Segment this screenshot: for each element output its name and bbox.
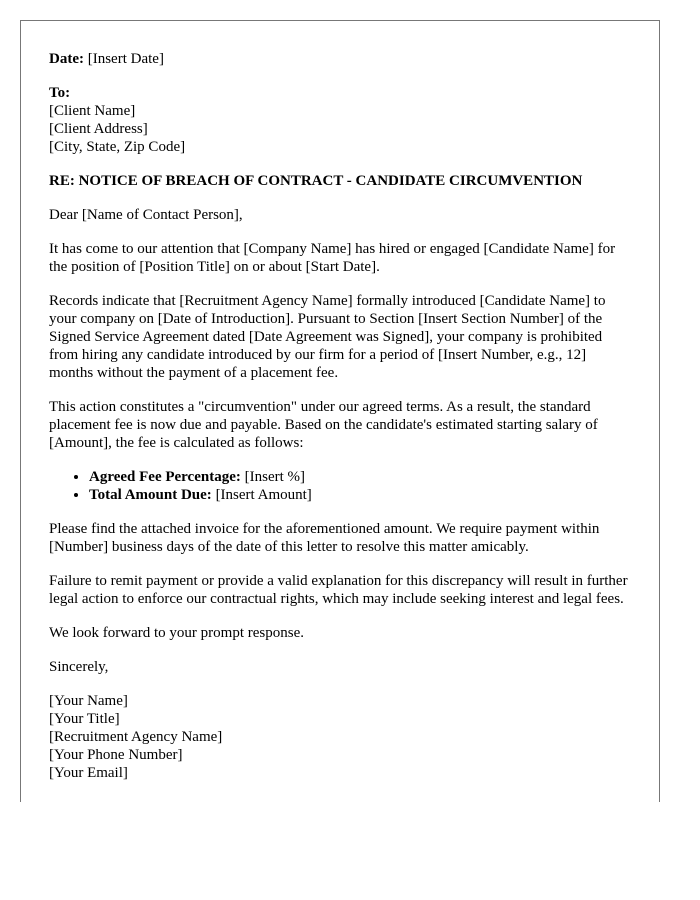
recipient-name: [Client Name] (49, 103, 136, 119)
signature-block (49, 692, 631, 782)
fee-list (49, 468, 631, 504)
fee-item-value: [Insert %] (244, 469, 306, 485)
fee-item-value: [Insert Amount] (215, 487, 312, 503)
fee-list-item (89, 486, 631, 504)
closing: Sincerely, (49, 659, 109, 675)
signature-email: [Your Email] (49, 765, 128, 781)
to-label: To: (49, 85, 71, 101)
date-line (49, 50, 631, 68)
body-paragraph: Failure to remit payment or provide a valid explanation for this discrepancy will result in further legal action to enforce our contractual rights, which may include seeking interest and legal fees. (49, 573, 628, 607)
signature-title: [Your Title] (49, 711, 120, 727)
recipient-block (49, 84, 631, 156)
signature-phone: [Your Phone Number] (49, 747, 183, 763)
body-paragraph: It has come to our attention that [Company Name] has hired or engaged [Candidate Name] for the position of [Position Title] on or about [Start Date]. (49, 241, 616, 275)
subject-line: RE: NOTICE OF BREACH OF CONTRACT - CANDIDATE CIRCUMVENTION (49, 173, 583, 189)
signature-agency: [Recruitment Agency Name] (49, 729, 223, 745)
letter-page (20, 20, 660, 802)
date-label: Date: (49, 51, 84, 67)
fee-item-label: Total Amount Due: (89, 487, 212, 503)
body-paragraph: This action constitutes a "circumvention" under our agreed terms. As a result, the standard placement fee is now due and payable. Based on the candidate's estimated starting salary of [Amount], the fee is calculated as follows: (49, 399, 598, 451)
fee-item-label: Agreed Fee Percentage: (89, 469, 241, 485)
date-value: [Insert Date] (87, 51, 164, 67)
recipient-address: [Client Address] (49, 121, 148, 137)
fee-list-item (89, 468, 631, 486)
salutation: Dear [Name of Contact Person], (49, 207, 243, 223)
recipient-city-state-zip: [City, State, Zip Code] (49, 139, 186, 155)
body-paragraph: Records indicate that [Recruitment Agency Name] formally introduced [Candidate Name] to your company on [Date of Introduction]. Pursuant to Section [Insert Section Number] of the Signed Service Agreement dated [Date Agreement was Signed], your company is prohibited from hiring any candidate introduced by our firm for a period of [Insert Number, e.g., 12] months without the payment of a placement fee. (49, 293, 606, 381)
body-paragraph: We look forward to your prompt response. (49, 625, 304, 641)
signature-name: [Your Name] (49, 693, 128, 709)
body-paragraph: Please find the attached invoice for the aforementioned amount. We require payment within [Number] business days of the date of this letter to resolve this matter amicably. (49, 521, 600, 555)
